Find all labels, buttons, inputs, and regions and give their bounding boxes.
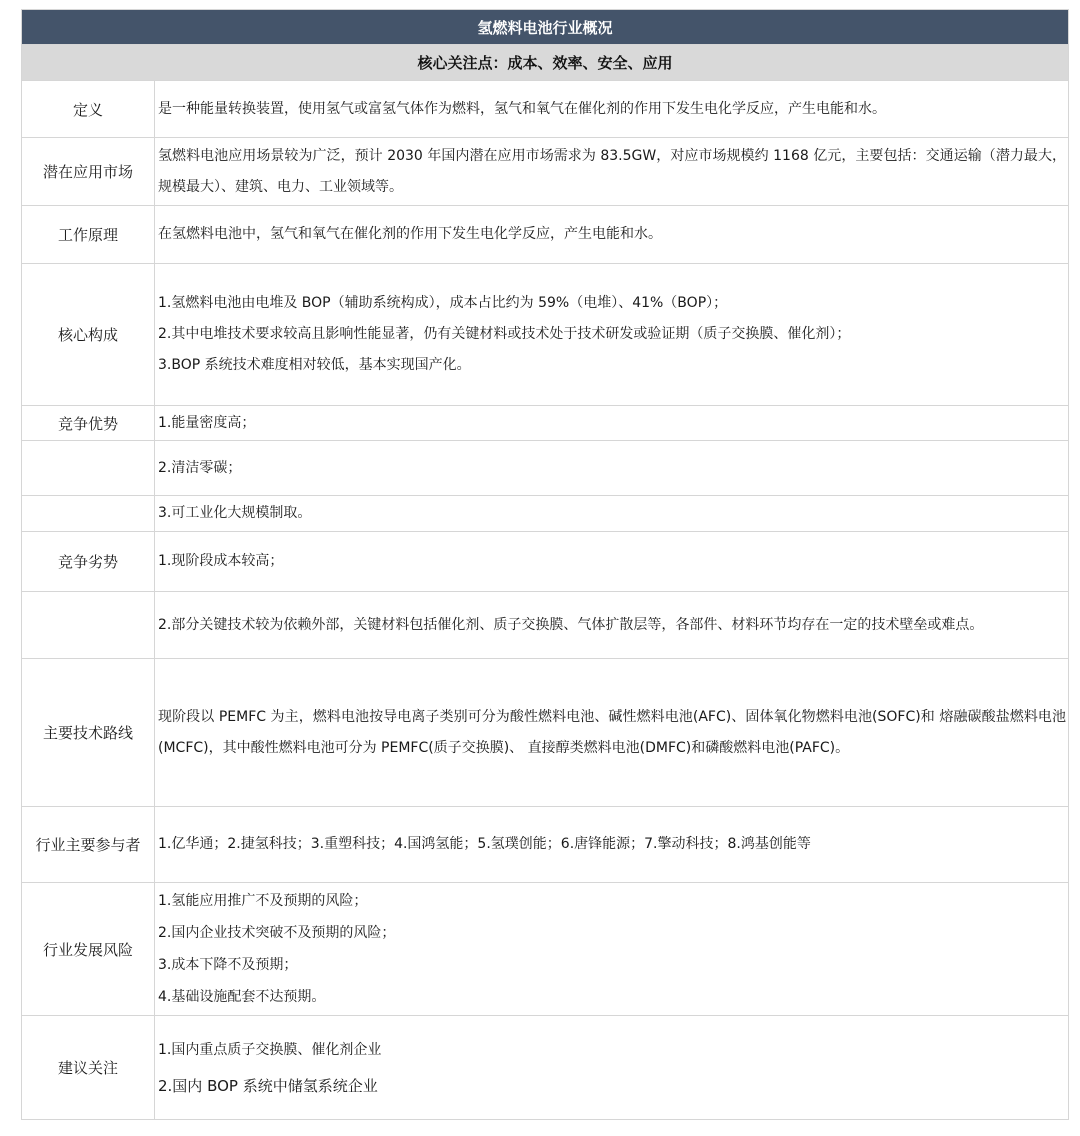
row-label-definition: 定义: [22, 81, 155, 138]
principle-line: 在氢燃料电池中，氢气和氧气在催化剂的作用下发生电化学反应，产生电能和水。: [158, 226, 662, 242]
list-item: 3.BOP 系统技术难度相对较低，基本实现国产化。: [158, 357, 471, 373]
table-row-market: [22, 138, 1069, 206]
list-item: 1.现阶段成本较高；: [158, 553, 284, 569]
row-label-empty: [22, 496, 155, 532]
row-label-principle: 工作原理: [22, 206, 155, 264]
suggestions-list: [155, 1016, 1069, 1120]
table-row-tech-route: [22, 659, 1069, 807]
row-label-empty: [22, 441, 155, 496]
list-item: 1.能量密度高；: [158, 414, 256, 431]
table-row-core: [22, 264, 1069, 406]
definition-text: [155, 81, 1069, 138]
table-row-advantages-3: [22, 496, 1069, 532]
advantage-item: [155, 496, 1069, 532]
table-row-definition: [22, 81, 1069, 138]
advantage-item: [155, 406, 1069, 441]
list-item: 1.国内重点质子交换膜、催化剂企业: [158, 1041, 382, 1058]
risks-list: [155, 883, 1069, 1016]
industry-overview-table: [21, 9, 1069, 1120]
core-focus-row: 核心关注点：成本、效率、安全、应用: [22, 45, 1069, 81]
tech-route-paragraph: 现阶段以 PEMFC 为主，燃料电池按导电离子类别可分为酸性燃料电池、碱性燃料电池(AFC)、固体氧化物燃料电池(SOFC)和 熔融碳酸盐燃料电池(MCFC)，其中酸性燃料电池可分为 PEMFC(质子交换膜)、 直接醇类燃料电池(DMFC)和磷酸燃料电池(PAFC)。: [158, 708, 1067, 756]
row-label-suggestions: 建议关注: [22, 1016, 155, 1120]
table-row-advantages-2: [22, 441, 1069, 496]
list-item: 4.基础设施配套不达预期。: [158, 989, 326, 1005]
list-item: 2.国内企业技术突破不及预期的风险；: [158, 925, 396, 941]
list-item: 3.成本下降不及预期；: [158, 957, 298, 973]
row-label-tech-route: 主要技术路线: [22, 659, 155, 807]
list-item: 2.国内 BOP 系统中储氢系统企业: [158, 1076, 378, 1095]
list-item: 3.可工业化大规模制取。: [158, 505, 312, 521]
core-list: [155, 264, 1069, 406]
row-label-empty: [22, 592, 155, 659]
list-item: 2.部分关键技术较为依赖外部，关键材料包括催化剂、质子交换膜、气体扩散层等，各部件、材料环节均存在一定的技术壁垒或难点。: [158, 616, 984, 633]
tech-route-text: [155, 659, 1069, 807]
participants-text: [155, 807, 1069, 883]
list-item: 2.清洁零碳；: [158, 459, 242, 476]
row-label-market: 潜在应用市场: [22, 138, 155, 206]
list-item: 1.氢能应用推广不及预期的风险；: [158, 893, 368, 909]
row-label-advantages: 竞争优势: [22, 406, 155, 441]
list-item: 1.氢燃料电池由电堆及 BOP（辅助系统构成），成本占比约为 59%（电堆）、41%（BOP）；: [158, 295, 728, 311]
table-row-advantages: [22, 406, 1069, 441]
row-label-participants: 行业主要参与者: [22, 807, 155, 883]
list-item: 2.其中电堆技术要求较高且影响性能显著，仍有关键材料或技术处于技术研发或验证期（质子交换膜、催化剂）；: [158, 326, 851, 342]
table-row-disadvantages-2: [22, 592, 1069, 659]
table-row-risks: [22, 883, 1069, 1016]
market-text: [155, 138, 1069, 206]
table-row-principle: [22, 206, 1069, 264]
definition-line: 是一种能量转换装置，使用氢气或富氢气体作为燃料，氢气和氧气在催化剂的作用下发生电化学反应，产生电能和水。: [158, 100, 886, 117]
row-label-core: 核心构成: [22, 264, 155, 406]
row-label-risks: 行业发展风险: [22, 883, 155, 1016]
table-row-participants: [22, 807, 1069, 883]
disadvantage-item: [155, 532, 1069, 592]
row-label-disadvantages: 竞争劣势: [22, 532, 155, 592]
advantage-item: [155, 441, 1069, 496]
market-paragraph: 氢燃料电池应用场景较为广泛，预计 2030 年国内潜在应用市场需求为 83.5GW，对应市场规模约 1168 亿元，主要包括：交通运输（潜力最大，规模最大）、建筑、电力、工业领域等。: [158, 147, 1067, 195]
table-title: 氢燃料电池行业概况: [22, 10, 1069, 45]
table-row-suggestions: [22, 1016, 1069, 1120]
participants-line: 1.亿华通；2.捷氢科技；3.重塑科技；4.国鸿氢能；5.氢璞创能；6.唐锋能源；7.擎动科技；8.鸿基创能等: [158, 836, 811, 852]
table-row-disadvantages: [22, 532, 1069, 592]
principle-text: [155, 206, 1069, 264]
disadvantage-item: [155, 592, 1069, 659]
